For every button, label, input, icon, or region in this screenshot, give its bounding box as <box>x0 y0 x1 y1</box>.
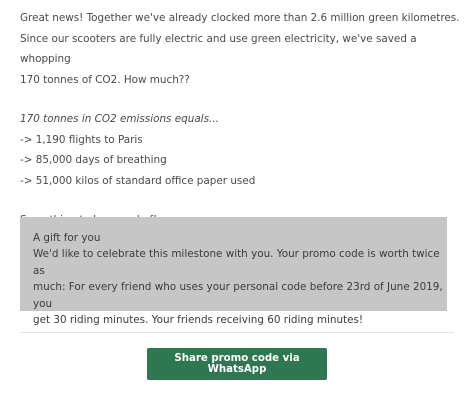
gift-title: A gift for you <box>33 232 101 244</box>
stats-lead: 170 tonnes in CO2 emissions equals... <box>20 113 219 125</box>
intro-line: Great news! Together we've already clocked more than 2.6 million green kilometres. <box>20 12 460 24</box>
divider <box>20 332 454 333</box>
gift-line: We'd like to celebrate this milestone with you. Your promo code is worth twice as <box>33 248 440 277</box>
intro-line: 170 tonnes of CO2. How much?? <box>20 73 190 86</box>
gift-line: much: For every friend who uses your personal code before 23rd of June 2019, you <box>33 281 443 310</box>
email-content <box>20 0 460 231</box>
stats-item: -> 1,190 flights to Paris <box>20 133 143 146</box>
emissions-stats <box>20 109 460 191</box>
stats-item: -> 85,000 days of breathing <box>20 154 167 166</box>
stats-item: -> 51,000 kilos of standard office paper used <box>20 174 256 187</box>
gift-body <box>33 246 443 329</box>
intro-paragraph <box>20 8 460 90</box>
share-whatsapp-button[interactable]: Share promo code via WhatsApp <box>147 348 327 380</box>
intro-line: Since our scooters are fully electric and use green electricity, we've saved a whopping <box>20 32 417 65</box>
gift-line: get 30 riding minutes. Your friends receiving 60 riding minutes! <box>33 314 364 326</box>
gift-box <box>20 217 447 326</box>
